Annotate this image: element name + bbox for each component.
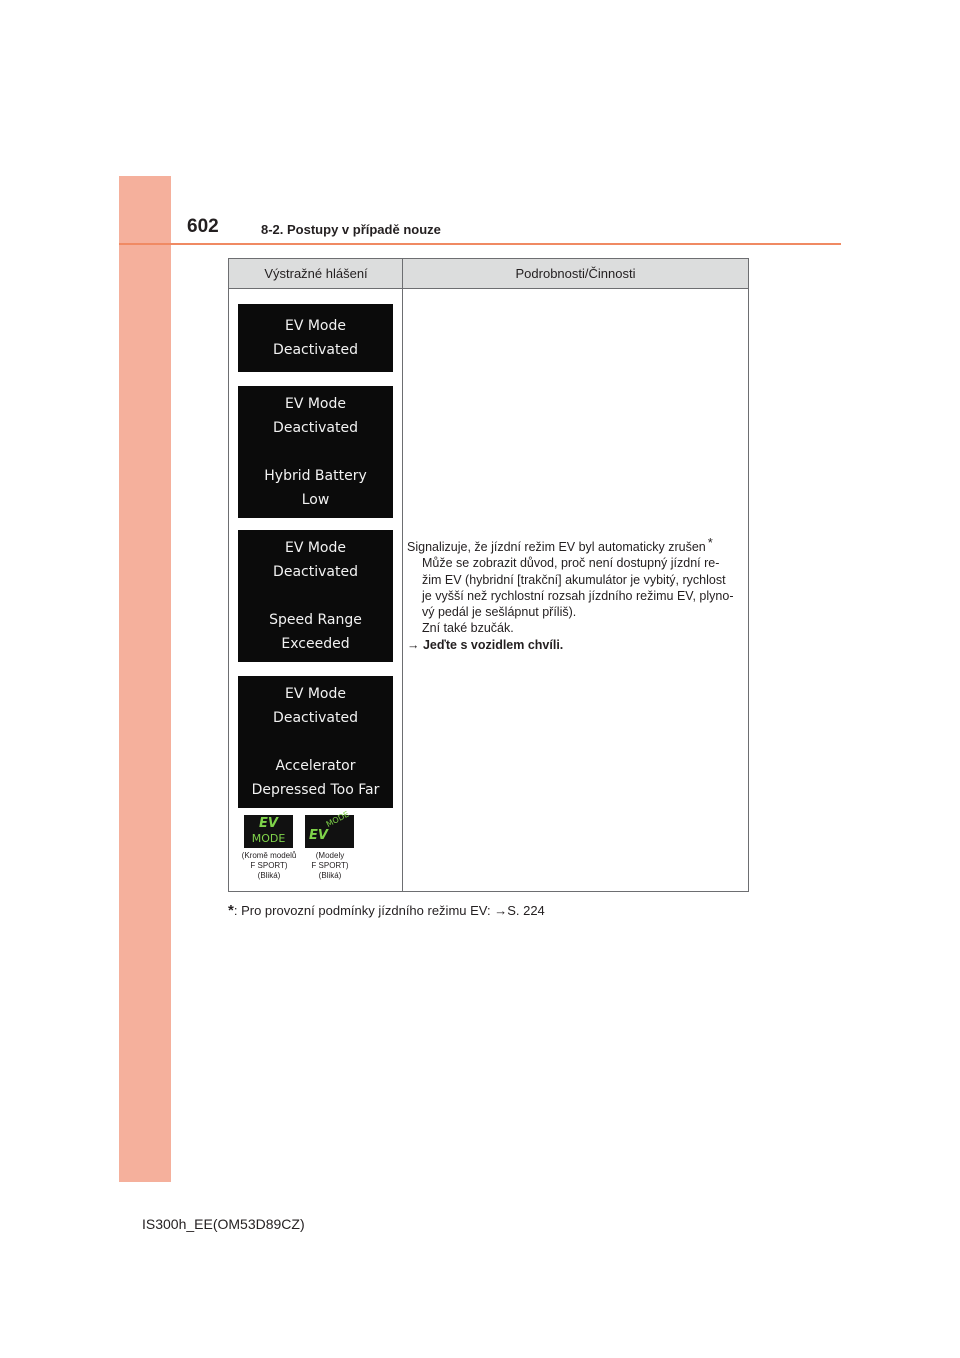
message-line: EV Mode xyxy=(284,396,347,412)
message-line: Deactivated xyxy=(273,420,358,436)
details-line: Může se zobrazit důvod, proč není dostupný jízdní re- xyxy=(422,556,720,571)
indicator-word-mode: MODE xyxy=(324,809,351,829)
ev-mode-indicator-icon xyxy=(244,815,293,848)
page-number: 602 xyxy=(187,216,219,237)
column-header-details: Podrobnosti/Činnosti xyxy=(515,266,636,281)
table-header-row xyxy=(229,259,748,289)
footnote xyxy=(228,902,545,919)
header-divider xyxy=(119,243,841,245)
document-code: IS300h_EE(OM53D89CZ) xyxy=(142,1216,305,1232)
details-line: žim EV (hybridní [trakční] akumulátor je vybitý, rychlost xyxy=(422,572,726,587)
caption-line: F SPORT) xyxy=(250,861,288,870)
arrow-icon: → xyxy=(407,637,420,652)
caption-line: (Modely xyxy=(315,851,345,860)
details-line: vý pedál je sešlápnut příliš). xyxy=(422,605,577,620)
message-line: EV Mode xyxy=(284,686,347,702)
details-buzzer: Zní také bzučák. xyxy=(422,621,514,636)
caption-line: (Bliká) xyxy=(318,871,342,880)
details-text xyxy=(407,535,747,653)
message-line: Accelerator xyxy=(275,758,356,774)
message-line: EV Mode xyxy=(284,540,347,556)
details-line: je vyšší než rychlostní rozsah jízdního režimu EV, plyno- xyxy=(422,588,734,603)
caption-line: (Bliká) xyxy=(257,871,281,880)
display-message-ev-deactivated xyxy=(238,304,393,372)
indicator-word-ev: EV xyxy=(259,816,278,831)
indicator-word-ev: EV xyxy=(309,828,328,843)
details-intro xyxy=(407,535,747,555)
details-action xyxy=(407,637,747,653)
display-message-accelerator-too-far xyxy=(238,676,393,808)
footnote-mark: * xyxy=(707,535,713,550)
message-line: Low xyxy=(301,492,330,508)
message-line: EV Mode xyxy=(284,318,347,334)
message-line: Speed Range xyxy=(269,612,362,628)
indicator-caption xyxy=(298,851,362,881)
page-side-tab xyxy=(119,176,171,1182)
intro-text: Signalizuje, že jízdní režim EV byl automaticky zrušen xyxy=(407,540,706,554)
indicator-caption xyxy=(237,851,301,881)
message-line: Hybrid Battery xyxy=(264,468,367,484)
section-title: 8-2. Postupy v případě nouze xyxy=(261,222,441,237)
footnote-text: : Pro provozní podmínky jízdního režimu EV: →S. 224 xyxy=(233,903,545,918)
column-divider xyxy=(402,259,403,891)
message-line: Deactivated xyxy=(273,710,358,726)
caption-line: (Kromě modelů xyxy=(241,851,297,860)
message-line: Depressed Too Far xyxy=(251,782,380,798)
action-text: Jeďte s vozidlem chvíli. xyxy=(422,637,564,652)
ev-mode-fsport-indicator-icon xyxy=(305,809,354,848)
footnote-mark: * xyxy=(228,902,234,919)
message-line: Deactivated xyxy=(273,342,358,358)
message-line: Exceeded xyxy=(281,636,350,652)
warning-message-table xyxy=(228,258,749,892)
display-message-speed-range-exceeded xyxy=(238,530,393,662)
caption-line: F SPORT) xyxy=(311,861,349,870)
indicator-word-mode: MODE xyxy=(251,832,286,845)
message-line: Deactivated xyxy=(273,564,358,580)
display-message-hybrid-battery-low xyxy=(238,386,393,518)
column-header-warning: Výstražné hlášení xyxy=(264,266,368,281)
